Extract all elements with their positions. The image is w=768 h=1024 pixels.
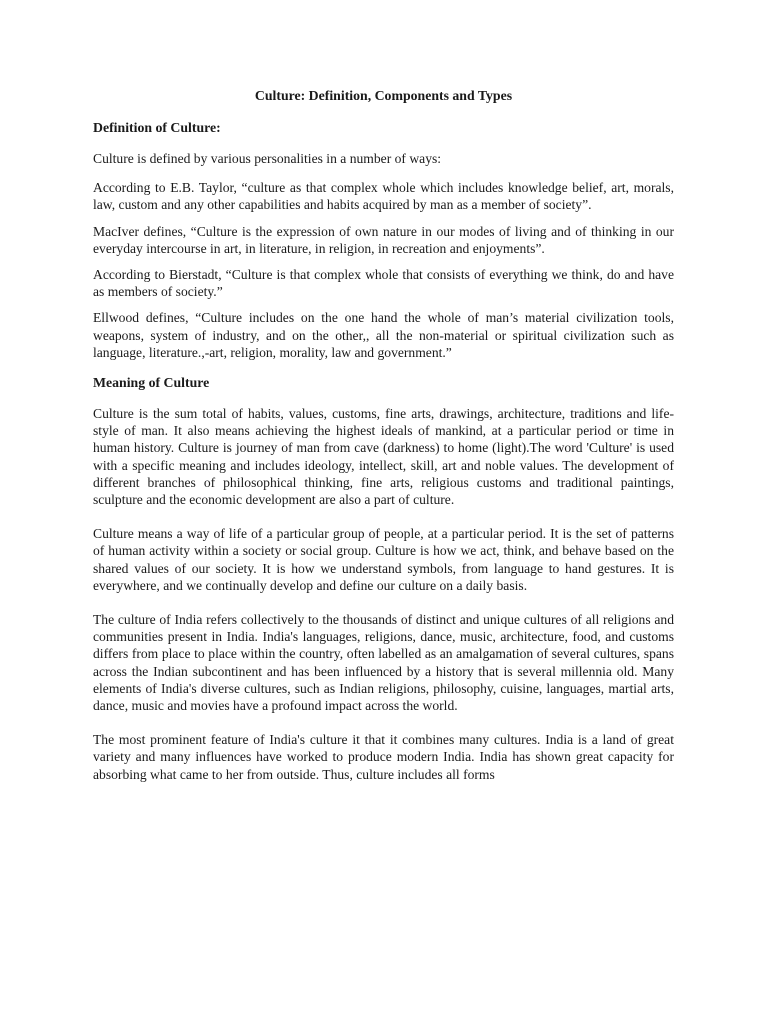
definition-heading: Definition of Culture:: [93, 120, 221, 135]
taylor-quote: According to E.B. Taylor, “culture as that complex whole which includes knowledge belief, art, morals, law, custom and any other capabilities and habits acquired by man as a member of society”.: [93, 180, 674, 213]
meaning-paragraph: Culture is the sum total of habits, values, customs, fine arts, drawings, architecture, traditions and life-style of man. It also means achieving the highest ideals of mankind, at a particular period or time in human history. Culture is journey of man from cave (darkness) to home (light).The word 'Culture' is used with a specific meaning and includes ideology, intellect, skill, art and noble values. The development of different branches of philosophical thinking, fine arts, religious customs and traditional paintings, sculpture and the economic development are also a part of culture.: [93, 406, 674, 508]
bierstadt-quote: According to Bierstadt, “Culture is that complex whole that consists of everything we think, do and have as members of society.”: [93, 267, 674, 300]
prominent-feature-paragraph: The most prominent feature of India's culture it that it combines many cultures. India is a land of great variety and many influences have worked to produce modern India. India has shown great capacity for absorbing what came to her from outside. Thus, culture includes all forms: [93, 732, 674, 782]
culture-of-india-paragraph: The culture of India refers collectively to the thousands of distinct and unique cultures of all religions and communities present in India. India's languages, religions, dance, music, architecture, food, and customs differs from place to place within the country, often labelled as an amalgamation of several cultures, spans across the Indian subcontinent and has been influenced by a history that is several millennia old. Many elements of India's diverse cultures, such as Indian religions, philosophy, cuisine, languages, martial arts, dance, music and movies have a profound impact across the world.: [93, 612, 674, 714]
ellwood-quote: Ellwood defines, “Culture includes on the one hand the whole of man’s material civilization tools, weapons, system of industry, and on the other,, all the non-material or spiritual civilization such as language, literature.,-art, religion, morality, law and government.”: [93, 310, 674, 360]
document-body: [93, 86, 674, 792]
maciver-quote: MacIver defines, “Culture is the expression of own nature in our modes of living and of thinking in our everyday intercourse in art, in literature, in religion, in recreation and enjoyments”.: [93, 223, 674, 256]
way-of-life-paragraph: Culture means a way of life of a particular group of people, at a particular period. It is the set of patterns of human activity within a society or social group. Culture is how we act, think, and behave based on the shared values of our society. It is how we understand symbols, from language to hand gestures. It is everywhere, and we continually develop and define our culture on a daily basis.: [93, 526, 674, 593]
meaning-heading: Meaning of Culture: [93, 375, 210, 391]
page-title: Culture: Definition, Components and Types: [254, 88, 513, 103]
definition-intro: Culture is defined by various personalities in a number of ways:: [93, 151, 442, 166]
